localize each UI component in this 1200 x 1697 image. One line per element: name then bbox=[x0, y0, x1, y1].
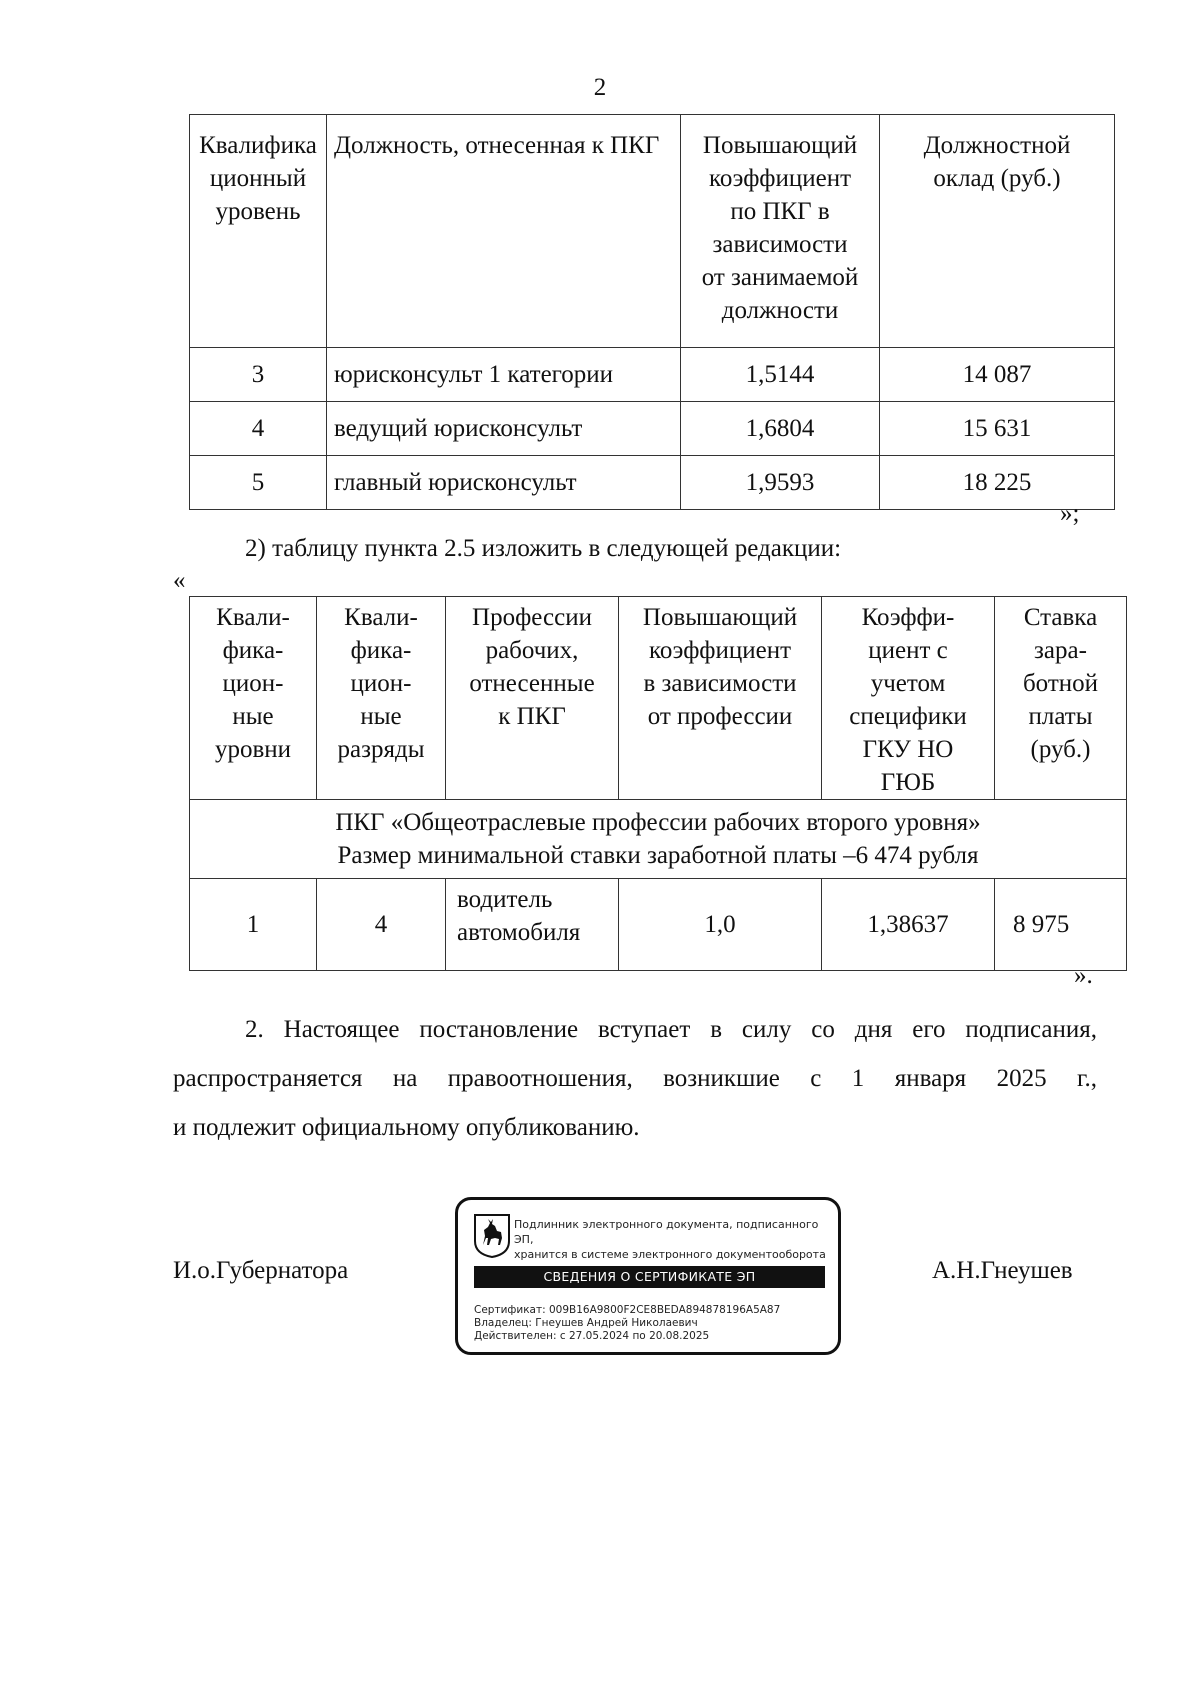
cell-grade: 4 bbox=[317, 879, 446, 971]
cell-coefficient: 1,5144 bbox=[681, 348, 880, 402]
cell-position: юрисконсульт 1 категории bbox=[327, 348, 681, 402]
paragraph-line: 2. Настоящее постановление вступает в силу со дня его подписания, bbox=[245, 1016, 1097, 1043]
cell-coefficient: 1,6804 bbox=[681, 402, 880, 456]
cell-level: 3 bbox=[190, 348, 327, 402]
group-row bbox=[190, 800, 1127, 879]
cell-coefficient: 1,0 bbox=[619, 879, 822, 971]
closing-quote: »; bbox=[1060, 500, 1080, 527]
cell-salary: 18 225 bbox=[880, 456, 1115, 510]
cell-position: главный юрисконсульт bbox=[327, 456, 681, 510]
table-row bbox=[190, 879, 1127, 971]
header-qualification-level: Квалифика ционный уровень bbox=[190, 115, 327, 348]
signatory-position: И.о.Губернатора bbox=[173, 1257, 349, 1284]
cell-wage-rate: 8 975 bbox=[995, 879, 1127, 971]
table-positions bbox=[189, 114, 1115, 510]
header-professions: Профессии рабочих, отнесенные к ПКГ bbox=[446, 597, 619, 800]
closing-quote: ». bbox=[1074, 962, 1093, 989]
certificate-validity: Действителен: с 27.05.2024 по 20.08.2025 bbox=[474, 1330, 710, 1342]
header-increasing-coefficient: Повышающий коэффициент в зависимости от профессии bbox=[619, 597, 822, 800]
header-specific-coefficient: Коэффи- циент с учетом специфики ГКУ НО ГЮБ bbox=[822, 597, 995, 800]
electronic-signature-stamp bbox=[455, 1197, 841, 1355]
certificate-owner: Владелец: Гнеушев Андрей Николаевич bbox=[474, 1317, 698, 1329]
header-increasing-coefficient: Повышающий коэффициент по ПКГ в зависимости от занимаемой должности bbox=[681, 115, 880, 348]
table-header-row bbox=[190, 115, 1115, 348]
opening-quote: « bbox=[173, 567, 186, 594]
paragraph-line: и подлежит официальному опубликованию. bbox=[173, 1114, 640, 1141]
paragraph-line: распространяется на правоотношения, возникшие с 1 января 2025 г., bbox=[173, 1065, 1097, 1092]
cell-salary: 14 087 bbox=[880, 348, 1115, 402]
group-caption: ПКГ «Общеотраслевые профессии рабочих второго уровня» Размер минимальной ставки заработной платы –6 474 рубля bbox=[190, 800, 1127, 879]
coat-of-arms-icon bbox=[474, 1214, 510, 1258]
cell-specific-coefficient: 1,38637 bbox=[822, 879, 995, 971]
table-worker-professions bbox=[189, 596, 1127, 971]
header-wage-rate: Ставка зара- ботной платы (руб.) bbox=[995, 597, 1127, 800]
header-position: Должность, отнесенная к ПКГ bbox=[327, 115, 681, 348]
cell-salary: 15 631 bbox=[880, 402, 1115, 456]
page-number: 2 bbox=[593, 74, 607, 101]
signatory-name: А.Н.Гнеушев bbox=[932, 1257, 1073, 1284]
stamp-note: Подлинник электронного документа, подписанного ЭП, хранится в системе электронного документооборота bbox=[514, 1218, 826, 1261]
cell-coefficient: 1,9593 bbox=[681, 456, 880, 510]
body-paragraph bbox=[173, 1005, 1097, 1152]
cell-level: 4 bbox=[190, 402, 327, 456]
header-salary: Должностной оклад (руб.) bbox=[880, 115, 1115, 348]
cell-position: ведущий юрисконсульт bbox=[327, 402, 681, 456]
header-qualification-levels: Квали- фика- цион- ные уровни bbox=[190, 597, 317, 800]
cell-level: 5 bbox=[190, 456, 327, 510]
amendment-item-text: 2) таблицу пункта 2.5 изложить в следующей редакции: bbox=[245, 535, 842, 562]
certificate-details bbox=[474, 1304, 780, 1343]
certificate-number: Сертификат: 009B16A9800F2CE8BEDA894878196A5A87 bbox=[474, 1304, 781, 1316]
table-row bbox=[190, 348, 1115, 402]
table-row bbox=[190, 402, 1115, 456]
header-qualification-grades: Квали- фика- цион- ные разряды bbox=[317, 597, 446, 800]
stamp-title: СВЕДЕНИЯ О СЕРТИФИКАТЕ ЭП bbox=[474, 1266, 825, 1288]
table-row bbox=[190, 456, 1115, 510]
cell-level: 1 bbox=[190, 879, 317, 971]
table-header-row bbox=[190, 597, 1127, 800]
cell-profession: водитель автомобиля bbox=[446, 879, 619, 971]
